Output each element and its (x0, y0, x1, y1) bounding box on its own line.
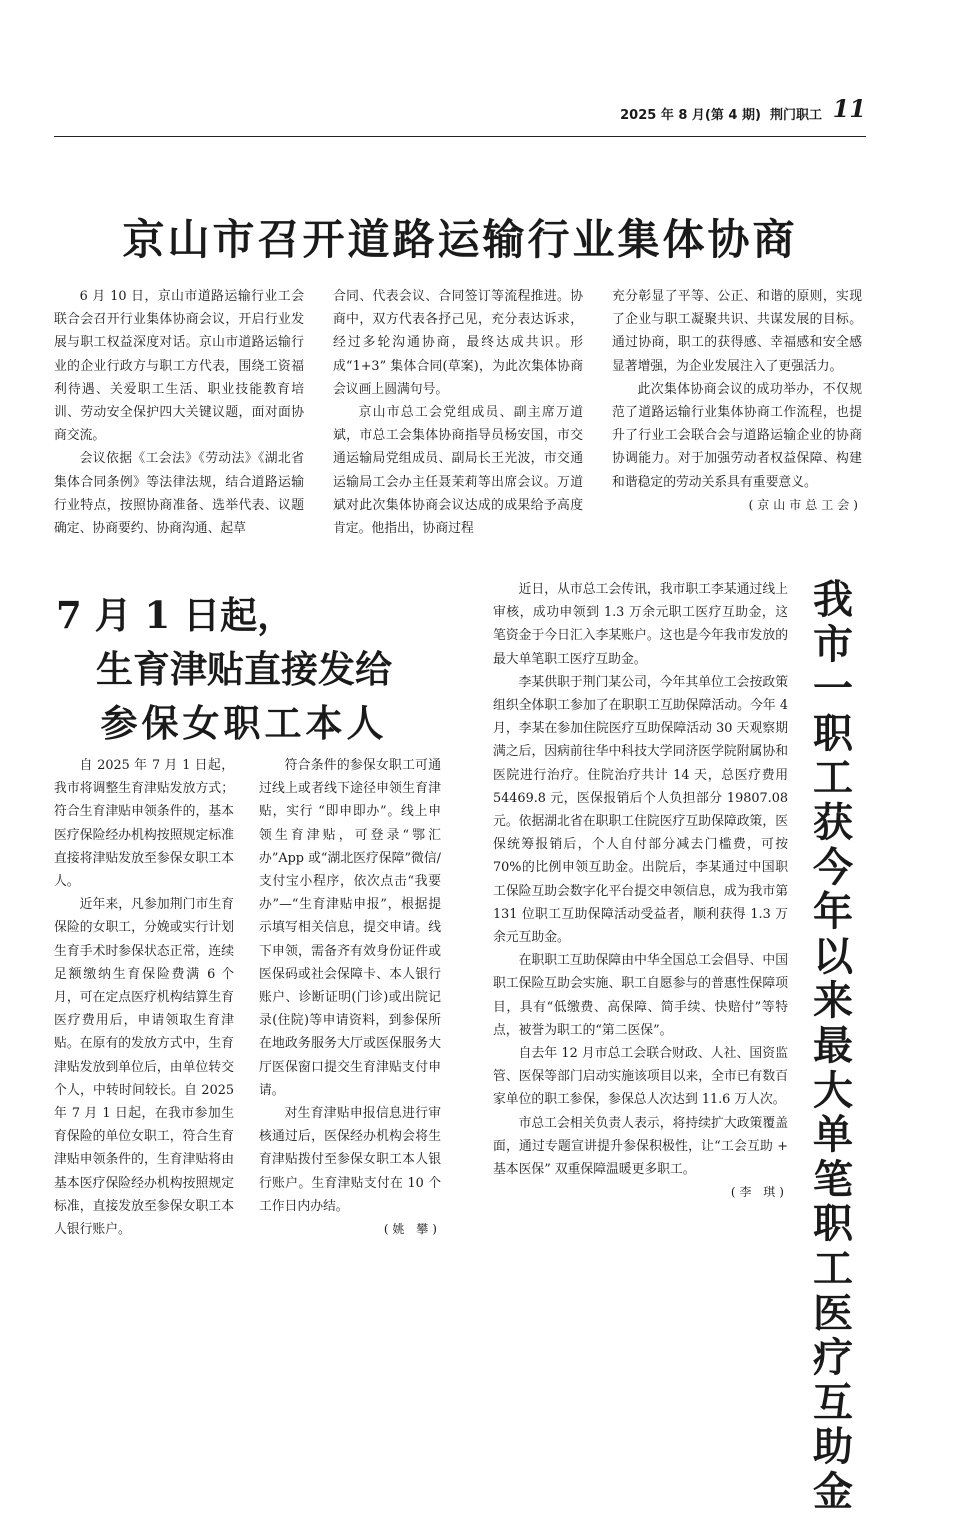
paragraph-text: 市总工会相关负责人表示，将持续扩大政策覆盖面，通过专题宣讲提升参保积极性，让“工会互助 + 基本医保” 双重保障温暖更多职工。 (493, 1115, 788, 1178)
paragraph (493, 1112, 788, 1205)
paragraph: 自去年 12 月市总工会联合财政、人社、国资监管、医保等部门启动实施该项目以来，全市已有数百家单位的职工参保，参保总人次达到 11.6 万人次。 (493, 1046, 788, 1108)
article1-title: 京山市召开道路运输行业集体协商 (122, 215, 798, 264)
page-number: 11 (832, 94, 866, 123)
article1-column-1 (54, 285, 304, 540)
article2-credit: (姚 攀) (383, 1222, 441, 1237)
paragraph: 李某供职于荆门某公司，今年其单位工会按政策组织全体职工参加了在职职工互助保障活动。今年 4 月，李某在参加住院医疗互助保障活动 30 天观察期满之后，因病前往华中科技大学同济医学院附属协和医院进行治疗。住院治疗共计 14 天，总医疗费用 54469.8 元，医保报销后个人负担部分 19807.08 元。依据湖北省在职职工住院医疗互助保障政策，医保统筹报销后，个人自付部分减去门槛费，可按 70%的比例申领互助金。出院后，李某通过中国职工保险互助会数字化平台提交申领信息，成为我市第 131 位职工互助保障活动受益者，顺利获得 1.3 万余元互助金。 (493, 674, 788, 946)
paragraph: 6 月 10 日，京山市道路运输行业工会联合会召开行业集体协商会议，开启行业发展与职工权益深度对话。京山市道路运输行业的企业行政方与职工方代表，围绕工资福利待遇、关爱职工生活、职业技能教育培训、劳动安全保护四大关键议题，面对面协商交流。 (54, 289, 304, 444)
title-line: 参保女职工本人 (100, 701, 388, 745)
issue-date: 2025 年 8 月(第 4 期) (620, 108, 761, 123)
article1-column-3 (612, 285, 862, 517)
article2-column-2 (259, 754, 441, 1241)
paragraph: 合同、代表会议、合同签订等流程推进。协商中，双方代表各抒己见，充分表达诉求，经过多轮沟通协商，最终达成共识。形成“1+3” 集体合同(草案)，为此次集体协商会议画上圆满句号。 (333, 289, 583, 397)
title-line: 生育津贴直接发给 (96, 647, 392, 691)
paragraph: 充分彰显了平等、公正、和谐的原则，实现了企业与职工凝聚共识、共谋发展的目标。通过协商，职工的获得感、幸福感和安全感显著增强，为企业发展注入了更强活力。 (612, 289, 862, 374)
publication-name: 荆门职工 (769, 108, 822, 123)
paragraph (612, 378, 862, 517)
article3-credit: (李 琪) (730, 1185, 788, 1200)
article1-credit: (京山市总工会) (748, 497, 862, 512)
article1-column-2 (333, 285, 583, 540)
paragraph: 对生育津贴申报信息进行审核通过后，医保经办机构会将生育津贴拨付至参保女职工本人银行账户。生育津贴支付在 10 个工作日内办结。 (259, 1106, 441, 1214)
article3-body (493, 578, 788, 1204)
paragraph: 会议依据《工会法》《劳动法》《湖北省集体合同条例》等法律法规，结合道路运输行业特点，按照协商准备、选举代表、议题确定、协商要约、协商沟通、起草 (54, 451, 304, 537)
paragraph: 近日，从市总工会传讯，我市职工李某通过线上审核，成功申领到 1.3 万余元职工医疗互助金，这笔资金于今日汇入李某账户。这也是今年我市发放的最大单笔职工医疗互助金。 (493, 582, 788, 667)
paragraph-text: 此次集体协商会议的成功举办，不仅规范了道路运输行业集体协商工作流程，也提升了行业工会联合会与道路运输企业的协商协调能力。对于加强劳动者权益保障、构建和谐稳定的劳动关系具有重要意义。 (612, 381, 862, 490)
article2-title (54, 588, 434, 750)
page-header (54, 92, 866, 134)
article2-column-1 (54, 754, 234, 1241)
header-divider (54, 136, 866, 137)
article3-title: 我 市 一 职 工 获 今 年 以 来 最 大 单 笔 职 工 医 疗 互 助 金 (813, 576, 853, 1515)
paragraph: 京山市总工会党组成员、副主席万道斌，市总工会集体协商指导员杨安国，市交通运输局党组成员、副局长王光波，市交通运输局工会办主任聂茉莉等出席会议。万道斌对此次集体协商会议达成的成果给予高度肯定。他指出，协商过程 (333, 405, 583, 537)
paragraph: 在职职工互助保障由中华全国总工会倡导、中国职工保险互助会实施、职工自愿参与的普惠性保障项目，具有“低缴费、高保障、简手续、快赔付”等特点，被誉为职工的“第二医保”。 (493, 953, 788, 1038)
paragraph: 符合条件的参保女职工可通过线上或者线下途径申领生育津贴，实行 “即申即办”。线上申领生育津贴，可登录“鄂汇办”App 或“湖北医疗保障”微信/支付宝小程序，依次点击“我要办”—“生育津贴申报”，根据提示填写相关信息，提交申请。线下申领，需备齐有效身份证件或医保码或社会保障卡、本人银行账户、诊断证明(门诊)或出院记录(住院)等申请资料，到参保所在地政务服务大厅或医保服务大厅医保窗口提交生育津贴支付申请。 (259, 758, 441, 1098)
title-line: 7 月 1 日起， (56, 593, 295, 637)
issue-info (620, 104, 822, 123)
paragraph: 自 2025 年 7 月 1 日起，我市将调整生育津贴发放方式；符合生育津贴申领条件的，基本医疗保险经办机构按照规定标准直接将津贴发放至参保女职工本人。 (54, 758, 234, 890)
paragraph: 近年来，凡参加荆门市生育保险的女职工，分娩或实行计划生育手术时参保状态正常，连续足额缴纳生育保险费满 6 个月，可在定点医疗机构结算生育医疗费用后，申请领取生育津贴。在原有的发放方式中，生育津贴发放到单位后，由单位转交个人，中转时间较长。自 2025 年 7 月 1 日起，在我市参加生育保险的单位女职工，符合生育津贴申领条件的，生育津贴将由基本医疗保险经办机构按照规定标准，直接发放至参保女职工本人银行账户。 (54, 897, 234, 1238)
